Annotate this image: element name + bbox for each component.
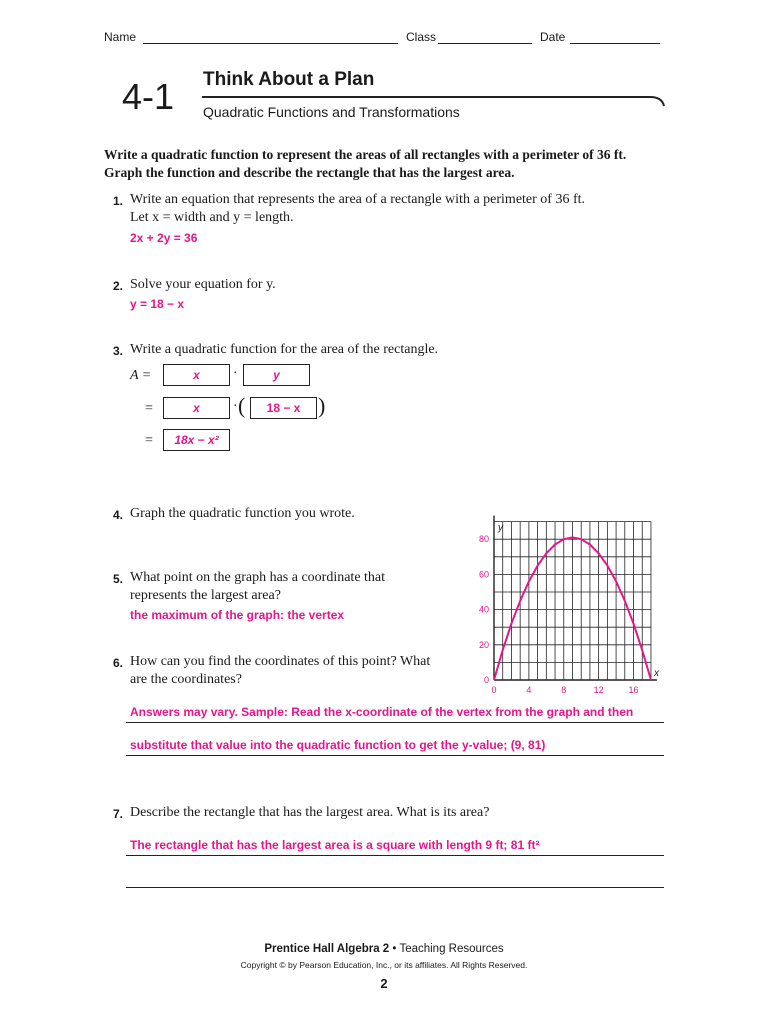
class-label: Class [406,30,437,44]
y-axis-label: y [498,522,503,534]
box-width-value: x [193,368,200,382]
y-tick-label: 40 [478,604,489,615]
answer-rule-4 [126,887,664,888]
q3-text: Write a quadratic function for the area of the rectangle. [130,342,439,357]
date-field[interactable] [570,43,660,44]
footer-book-title: Prentice Hall Algebra 2 [264,943,390,955]
footer-bullet: • [392,943,397,955]
date-label: Date [540,30,566,44]
box-length-2[interactable] [250,397,317,419]
q4-number: 4. [113,508,124,522]
q2-answer: y = 18 − x [130,297,185,311]
q5-text-2: represents the largest area? [130,588,281,603]
q7-answer: The rectangle that has the largest area is a square with length 9 ft; 81 ft² [130,838,540,852]
footer-resource: Teaching Resources [399,943,504,955]
x-tick-label: 0 [491,685,497,695]
lesson-number: 4-1 [122,76,175,117]
box-result-value: 18x − x² [174,433,219,447]
lesson-subtitle: Quadratic Functions and Transformations [203,104,460,120]
instructions: Write a quadratic function to represent the areas of all rectangles with a perimeter of 36 ft. Graph the function and describe the rectangle that has the largest area. [104,147,627,180]
q7-text: Describe the rectangle that has the largest area. What is its area? [130,805,490,820]
box-width[interactable] [163,364,230,386]
q5-text: What point on the graph has a coordinate that [130,570,386,585]
q3-number: 3. [113,344,124,358]
q1-answer: 2x + 2y = 36 [130,231,198,245]
q6-number: 6. [113,656,124,670]
paren-close: ) [318,393,326,418]
answer-rule-3 [126,855,664,856]
box-width-2-value: x [193,401,200,415]
q1-number: 1. [113,194,124,208]
answer-rule-1 [126,722,664,723]
q6-text: How can you find the coordinates of this point? What [130,654,431,669]
x-axis-label: x [653,668,659,679]
box-result[interactable] [163,429,230,451]
footer-book [0,943,768,955]
name-label: Name [104,30,137,44]
box-length-2-value: 18 − x [266,401,301,415]
y-tick-label: 80 [478,534,489,545]
x-tick-label: 12 [593,685,604,695]
q2-number: 2. [113,279,124,293]
q4-text: Graph the quadratic function you wrote. [130,506,355,521]
y-tick-label: 20 [478,639,489,650]
quadratic-graph [470,500,670,700]
times-dot: · [233,366,238,381]
lesson-title: Think About a Plan [203,69,375,90]
area-lhs: A = [130,368,152,383]
times-dot-2: · [233,399,238,414]
q1-text-2: Let x = width and y = length. [130,210,294,225]
x-tick-label: 4 [526,685,532,695]
q5-number: 5. [113,572,124,586]
q6-answer-line-2: substitute that value into the quadratic function to get the y-value; (9, 81) [130,738,546,752]
footer-copyright: Copyright © by Pearson Education, Inc., or its affiliates. All Rights Reserved. [240,960,528,970]
equals-sign-3: = [145,433,153,448]
q6-text-2: are the coordinates? [130,672,242,687]
answer-rule-2 [126,755,664,756]
box-width-2[interactable] [163,397,230,419]
q2-text: Solve your equation for y. [130,277,276,292]
x-tick-label: 16 [628,685,639,695]
y-tick-label: 0 [483,675,489,685]
q6-answer-line-1: Answers may vary. Sample: Read the x-coordinate of the vertex from the graph and then [130,705,634,719]
q1-text: Write an equation that represents the area of a rectangle with a perimeter of 36 ft. [130,192,586,207]
x-tick-label: 8 [561,685,567,695]
class-field[interactable] [438,43,532,44]
q7-number: 7. [113,807,124,821]
box-length[interactable] [243,364,310,386]
equals-sign-2: = [145,401,153,416]
paren-open: ( [238,393,246,418]
page-number: 2 [380,976,388,991]
y-tick-label: 60 [478,569,489,580]
q5-answer: the maximum of the graph: the vertex [130,608,345,622]
name-field[interactable] [143,43,398,44]
box-length-value: y [273,368,280,382]
